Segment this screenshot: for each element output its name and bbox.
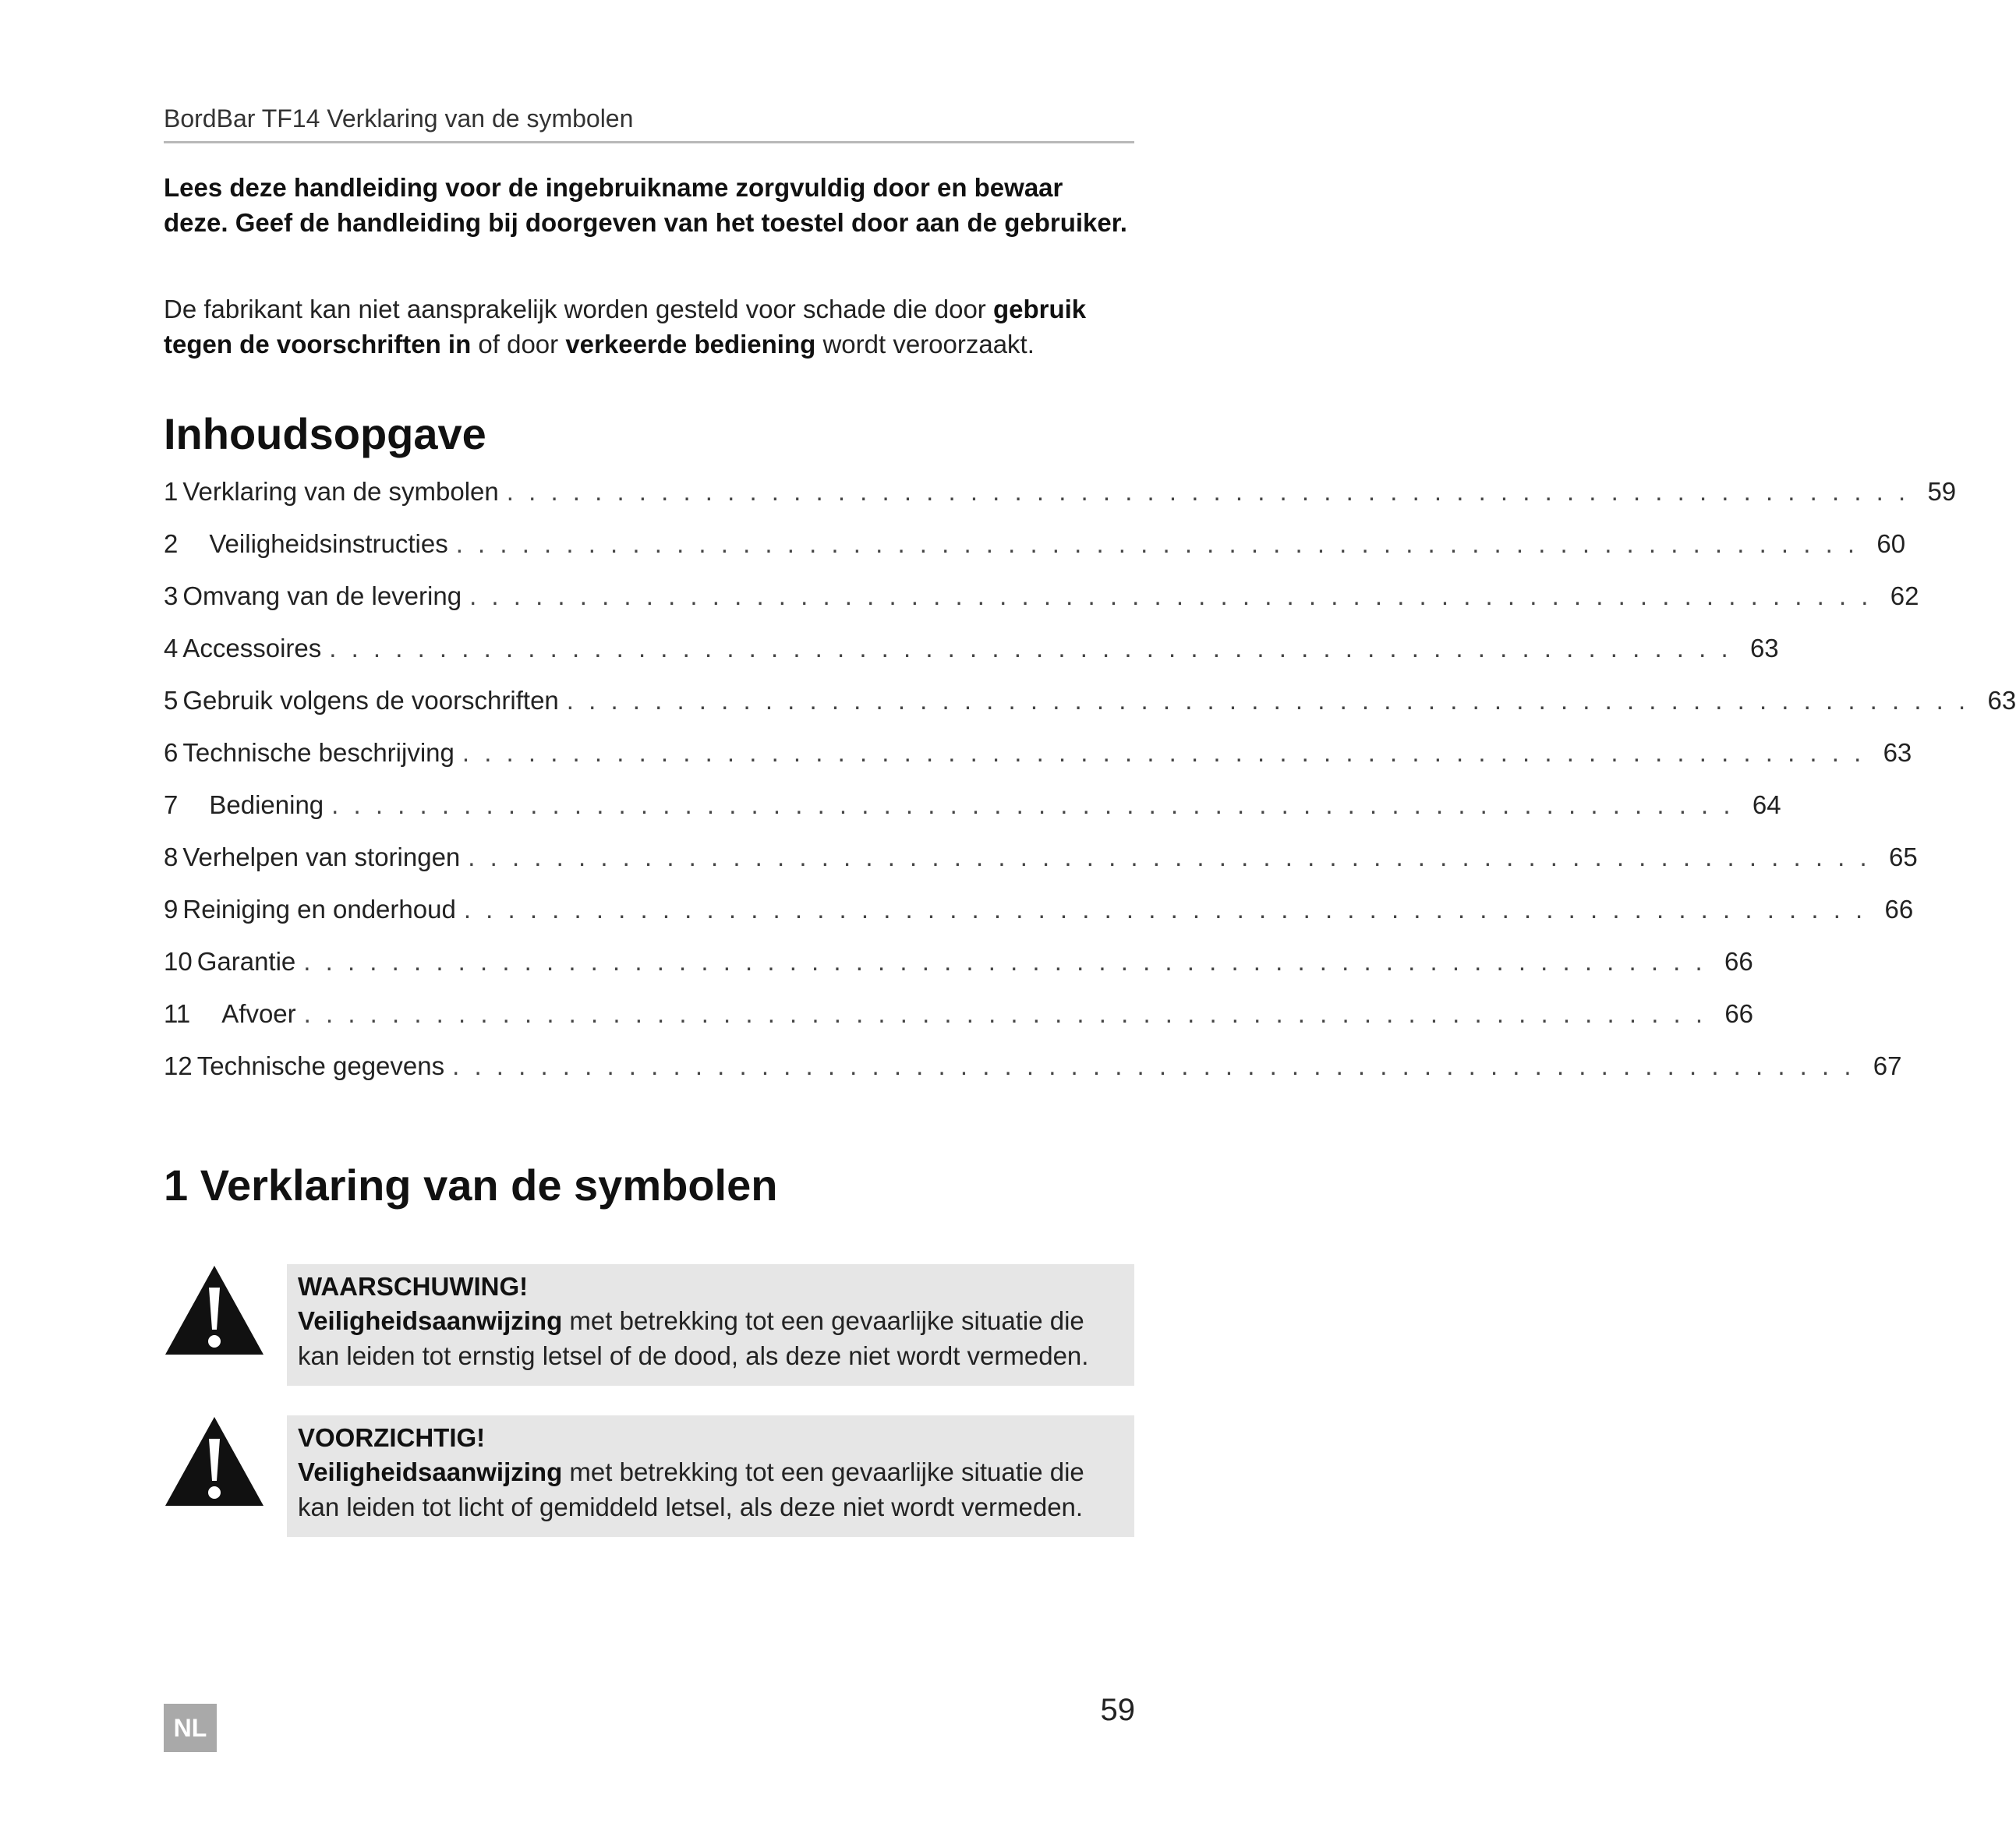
toc-entry-label: Reiniging en onderhoud <box>182 895 456 924</box>
warning-description: met betrekking tot een gevaarlijke situatie die kan leiden tot ernstig letsel of de dood, als deze niet wordt vermeden. <box>298 1306 1089 1370</box>
liability-bold-2: verkeerde bediening <box>565 330 816 359</box>
toc-entry-page: 63 <box>1883 738 1912 767</box>
toc-entry[interactable] <box>164 634 1779 686</box>
toc-entry-number: 9 <box>164 895 179 924</box>
toc-entry[interactable] <box>164 1051 1902 1104</box>
toc-leader-dots: . . . . . . . . . . . . . . . . . . . . . . . . . . . . . . . . . . . . . . . . . . . . . . . . . . . . . . . . . . . . . . . . <box>331 790 1735 819</box>
toc-entry-page: 67 <box>1873 1051 1902 1080</box>
toc-leader-dots: . . . . . . . . . . . . . . . . . . . . . . . . . . . . . . . . . . . . . . . . . . . . . . . . . . . . . . . . . . . . . . . . <box>329 634 1732 662</box>
warning-notice <box>164 1264 1134 1386</box>
toc-entry-page: 63 <box>1987 686 2016 715</box>
toc-leader-dots: . . . . . . . . . . . . . . . . . . . . . . . . . . . . . . . . . . . . . . . . . . . . . . . . . . . . . . . . . . . . . . . . <box>452 1051 1855 1080</box>
toc-entry-page: 60 <box>1876 529 1906 558</box>
toc-entry-number: 6 <box>164 738 179 767</box>
toc-entry[interactable] <box>164 686 2016 738</box>
toc-entry-number: 1 <box>164 477 179 506</box>
caution-label: Veiligheidsaanwijzing <box>298 1457 563 1486</box>
section-title: 1 Verklaring van de symbolen <box>164 1161 778 1210</box>
toc-leader-dots: . . . . . . . . . . . . . . . . . . . . . . . . . . . . . . . . . . . . . . . . . . . . . . . . . . . . . . . . . . . . . . . . <box>463 895 1867 924</box>
toc-leader-dots: . . . . . . . . . . . . . . . . . . . . . . . . . . . . . . . . . . . . . . . . . . . . . . . . . . . . . . . . . . . . . . . . <box>566 686 1970 715</box>
toc-entry-number: 7 <box>164 790 179 819</box>
toc-leader-dots: . . . . . . . . . . . . . . . . . . . . . . . . . . . . . . . . . . . . . . . . . . . . . . . . . . . . . . . . . . . . . . . . <box>303 947 1707 976</box>
toc-leader-dots: . . . . . . . . . . . . . . . . . . . . . . . . . . . . . . . . . . . . . . . . . . . . . . . . . . . . . . . . . . . . . . . . <box>506 477 1910 506</box>
toc-entry[interactable] <box>164 738 1912 790</box>
caution-text <box>298 1454 1123 1524</box>
toc-entry-label: Veiligheidsinstructies <box>209 529 448 558</box>
toc-leader-dots: . . . . . . . . . . . . . . . . . . . . . . . . . . . . . . . . . . . . . . . . . . . . . . . . . . . . . . . . . . . . . . . . <box>462 738 1866 767</box>
toc-leader-dots: . . . . . . . . . . . . . . . . . . . . . . . . . . . . . . . . . . . . . . . . . . . . . . . . . . . . . . . . . . . . . . . . <box>468 843 1871 871</box>
toc-entry-page: 64 <box>1752 790 1781 819</box>
toc-entry[interactable] <box>164 843 1918 895</box>
running-header: BordBar TF14 Verklaring van de symbolen <box>164 104 1134 143</box>
toc-leader-dots: . . . . . . . . . . . . . . . . . . . . . . . . . . . . . . . . . . . . . . . . . . . . . . . . . . . . . . . . . . . . . . . . <box>469 581 1873 610</box>
toc-entry-number: 10 <box>164 947 193 976</box>
toc-title: Inhoudsopgave <box>164 409 486 458</box>
toc-entry-page: 63 <box>1749 634 1779 662</box>
caution-box <box>287 1415 1134 1537</box>
toc-entry-label: Verklaring van de symbolen <box>182 477 499 506</box>
toc-entry-label: Gebruik volgens de voorschriften <box>182 686 559 715</box>
toc-leader-dots: . . . . . . . . . . . . . . . . . . . . . . . . . . . . . . . . . . . . . . . . . . . . . . . . . . . . . . . . . . . . . . . . <box>455 529 1859 558</box>
toc-entry-label: Verhelpen van storingen <box>182 843 461 871</box>
toc-leader-dots: . . . . . . . . . . . . . . . . . . . . . . . . . . . . . . . . . . . . . . . . . . . . . . . . . . . . . . . . . . . . . . . . <box>303 999 1707 1028</box>
toc-entry[interactable] <box>164 947 1753 999</box>
toc-entry[interactable] <box>164 895 1914 947</box>
caution-triangle-icon <box>164 1415 265 1507</box>
toc-entry-number: 4 <box>164 634 179 662</box>
liability-text-1: De fabrikant kan niet aansprakelijk worden gesteld voor schade die door <box>164 295 993 323</box>
liability-text-3: wordt veroorzaakt. <box>815 330 1035 359</box>
toc-entry-page: 66 <box>1724 947 1753 976</box>
toc-entry-label: Technische gegevens <box>196 1051 445 1080</box>
toc-entry[interactable] <box>164 999 1754 1051</box>
toc-entry[interactable] <box>164 790 1781 843</box>
toc-entry-label: Garantie <box>196 947 296 976</box>
toc-entry-page: 66 <box>1884 895 1914 924</box>
language-badge: NL <box>164 1704 217 1752</box>
toc-entry-number: 5 <box>164 686 179 715</box>
toc-entry-page: 62 <box>1890 581 1919 610</box>
toc-entry-page: 66 <box>1724 999 1754 1028</box>
table-of-contents <box>164 477 2016 1104</box>
caution-notice <box>164 1415 1134 1537</box>
toc-entry-label: Bediening <box>209 790 324 819</box>
toc-entry-number: 11 <box>164 999 191 1028</box>
caution-heading: VOORZICHTIG! <box>298 1423 486 1452</box>
warning-heading: WAARSCHUWING! <box>298 1272 529 1301</box>
toc-entry-label: Accessoires <box>182 634 322 662</box>
warning-text <box>298 1303 1123 1373</box>
toc-entry[interactable] <box>164 477 1957 529</box>
caution-description: met betrekking tot een gevaarlijke situatie die kan leiden tot licht of gemiddeld letsel, als deze niet wordt vermeden. <box>298 1457 1084 1521</box>
toc-entry-page: 65 <box>1888 843 1918 871</box>
toc-entry[interactable] <box>164 529 1906 581</box>
toc-entry-number: 12 <box>164 1051 193 1080</box>
toc-entry-number: 8 <box>164 843 179 871</box>
warning-box <box>287 1264 1134 1386</box>
page-number: 59 <box>1100 1693 1135 1727</box>
toc-entry-label: Technische beschrijving <box>182 738 454 767</box>
toc-entry-number: 2 <box>164 529 179 558</box>
toc-entry-label: Omvang van de levering <box>182 581 462 610</box>
liability-notice <box>164 291 1134 362</box>
toc-entry-label: Afvoer <box>221 999 296 1028</box>
toc-entry-page: 59 <box>1927 477 1957 506</box>
toc-entry[interactable] <box>164 581 1919 634</box>
intro-instruction: Lees deze handleiding voor de ingebruikname zorgvuldig door en bewaar deze. Geef de handleiding bij doorgeven van het toestel door aan de gebruiker. <box>164 173 1127 237</box>
toc-entry-number: 3 <box>164 581 179 610</box>
warning-label: Veiligheidsaanwijzing <box>298 1306 563 1335</box>
liability-bold-1: gebruik tegen de voorschriften in <box>164 295 1087 359</box>
warning-triangle-icon <box>164 1264 265 1356</box>
liability-text-2: of door <box>471 330 566 359</box>
